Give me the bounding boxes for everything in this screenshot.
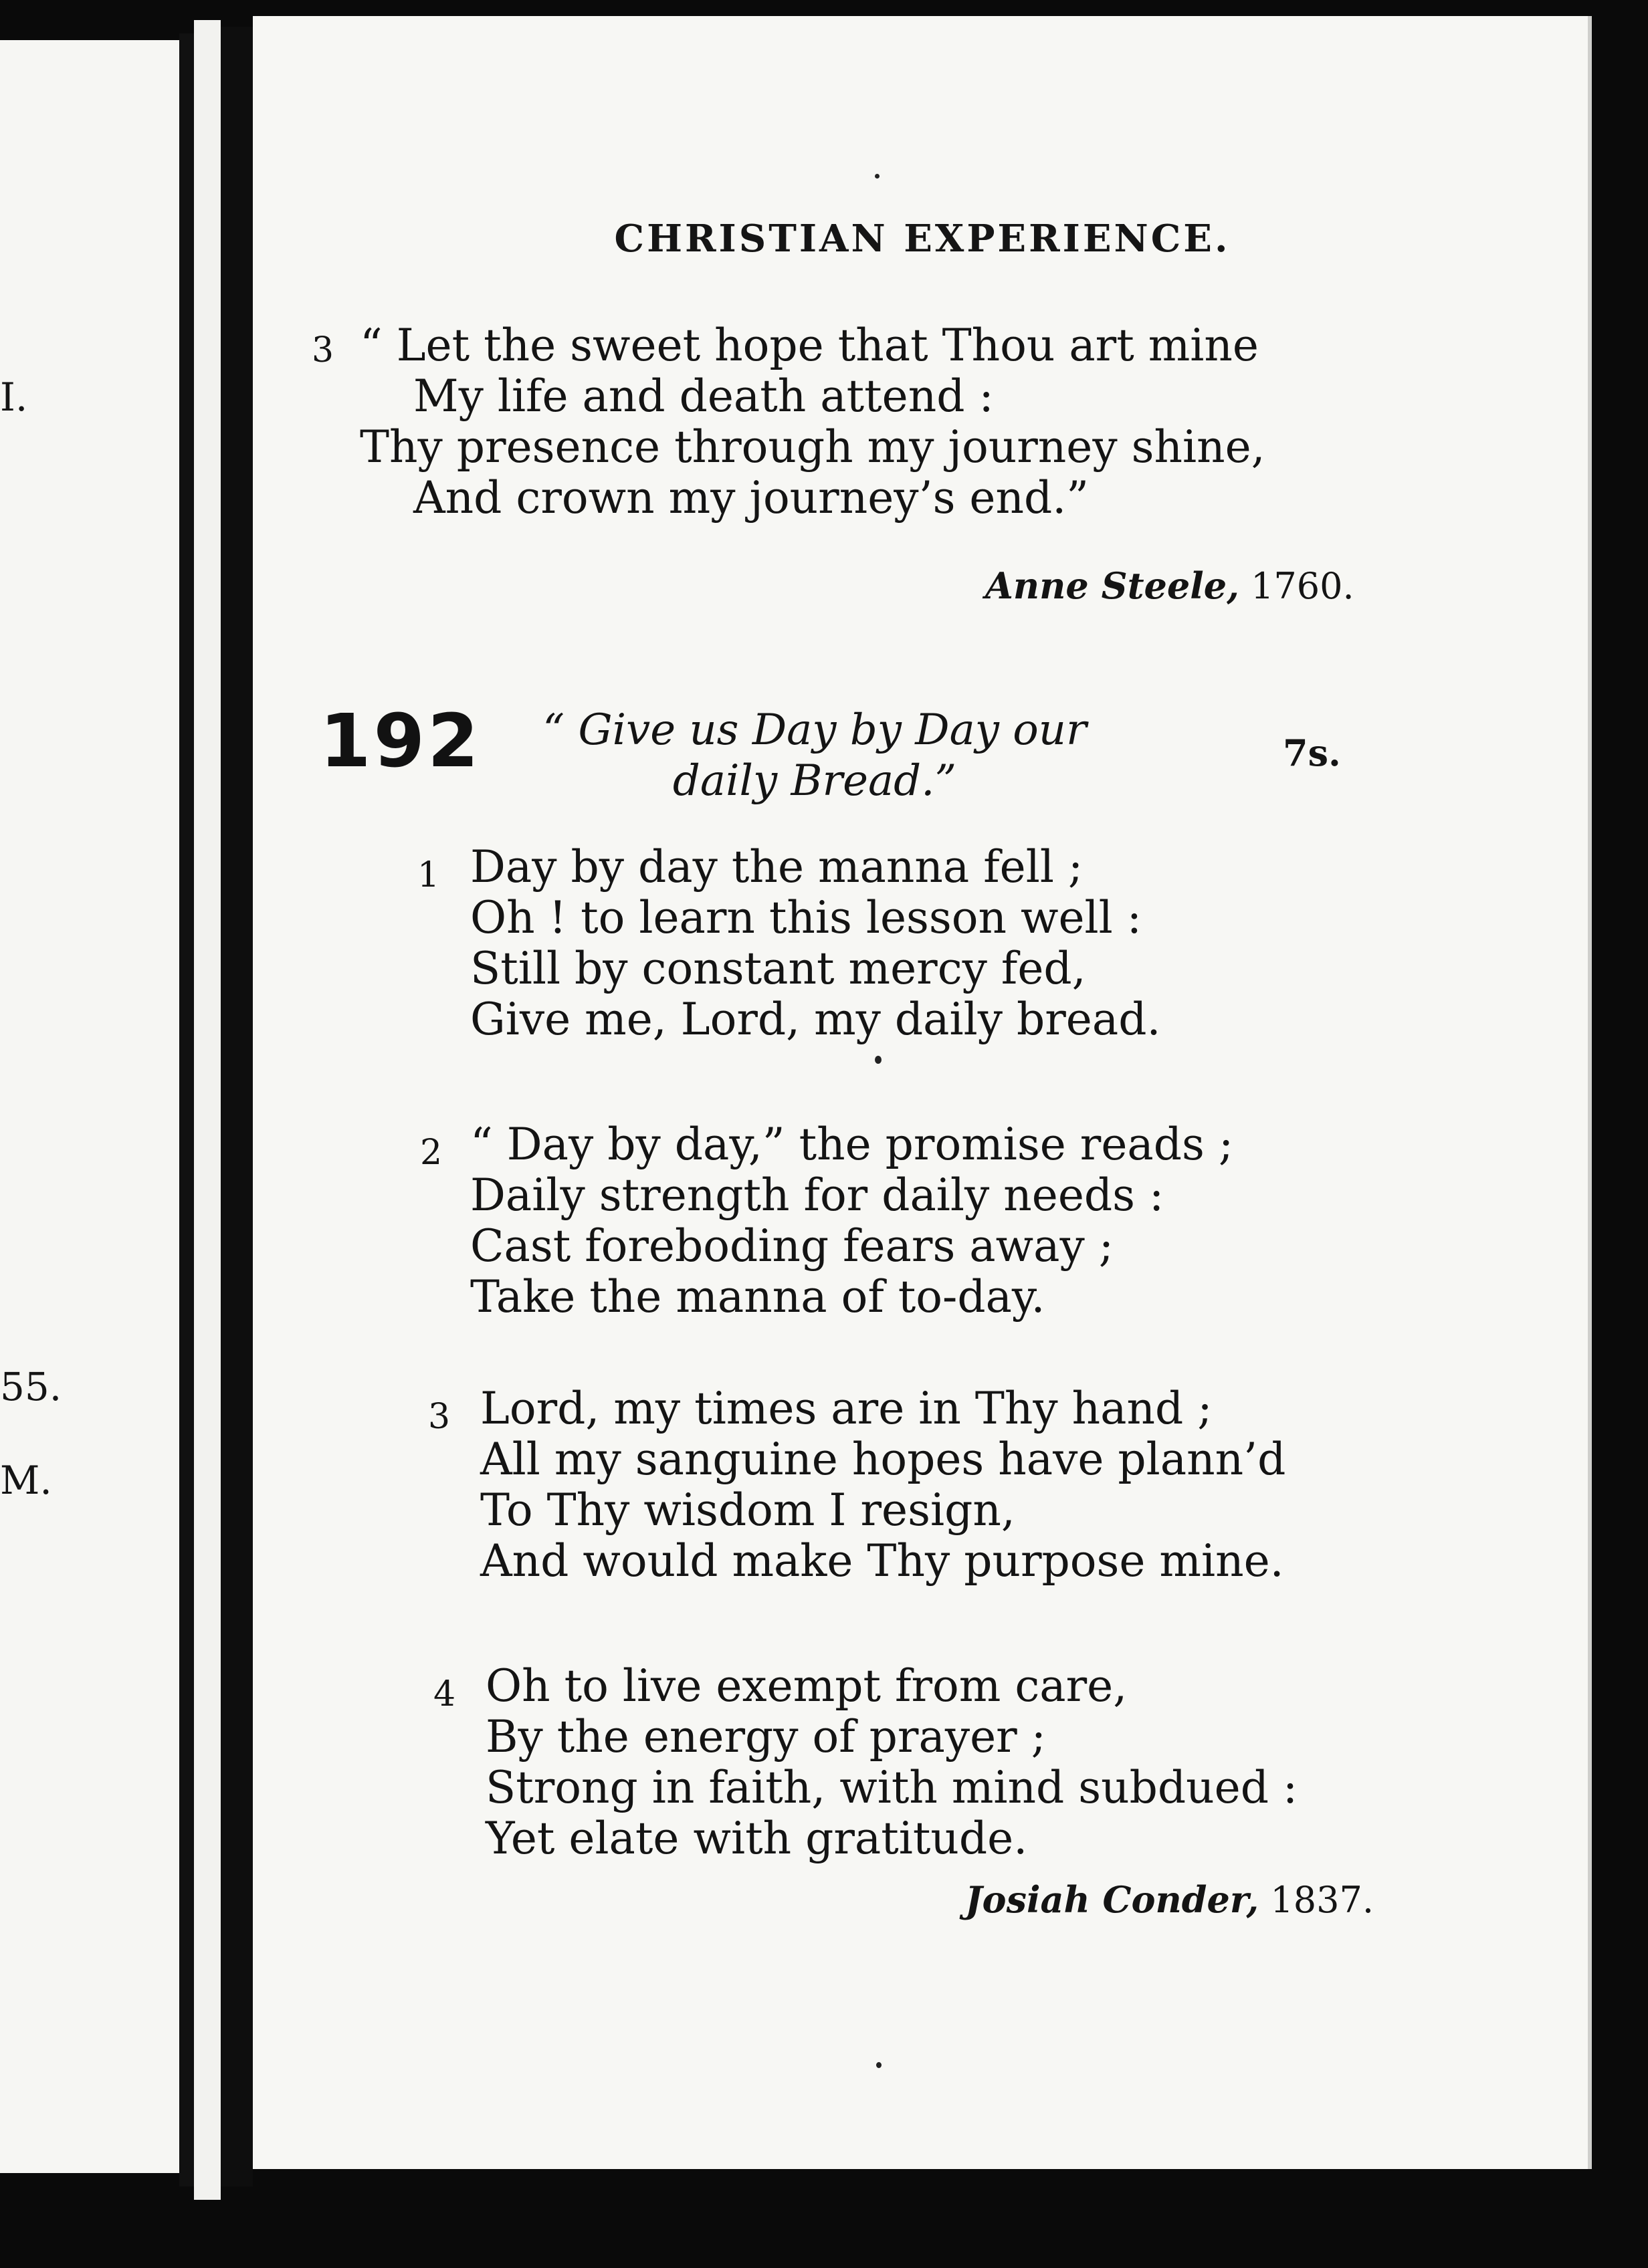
verse-line: “ Day by day,” the promise reads ; — [470, 1119, 1234, 1170]
verse-line: Daily strength for daily needs : — [470, 1169, 1164, 1221]
hymn-meter: 7s. — [1283, 731, 1341, 774]
verse-number: 1 — [417, 855, 440, 895]
verse-line: All my sanguine hopes have plann’d — [480, 1434, 1286, 1485]
verse-line: Oh to live exempt from care, — [486, 1660, 1128, 1712]
ink-speck — [876, 2062, 882, 2068]
verse-line: My life and death attend : — [413, 370, 994, 422]
gutter — [194, 20, 221, 2200]
verse-line: Day by day the manna fell ; — [470, 841, 1084, 893]
verse-number: 3 — [428, 1397, 451, 1437]
hymn-attribution — [965, 1878, 1374, 1921]
verse-line: And crown my journey’s end.” — [413, 472, 1089, 524]
hymn-title-line: daily Bread.” — [672, 756, 957, 806]
verse-line: Oh ! to learn this lesson well : — [470, 892, 1142, 943]
ink-speck — [875, 174, 880, 179]
verse-line: To Thy wisdom I resign, — [480, 1484, 1015, 1536]
hymn-title-line: “ Give us Day by Day our — [542, 705, 1087, 755]
year: 1760. — [1251, 565, 1354, 607]
previous-hymn-attribution — [985, 564, 1354, 607]
verse-line: Yet elate with gratitude. — [486, 1813, 1028, 1864]
verse-line: And would make Thy purpose mine. — [480, 1535, 1284, 1587]
verse-line: Lord, my times are in Thy hand ; — [480, 1383, 1213, 1434]
verse-number: 4 — [433, 1674, 456, 1714]
verse-lines — [486, 1661, 1298, 1864]
verse-number: 2 — [420, 1133, 443, 1173]
verse-number: 3 — [312, 330, 334, 370]
ink-speck — [875, 1056, 882, 1064]
verse-line: Strong in faith, with mind subdued : — [486, 1762, 1298, 1813]
verse-lines — [360, 320, 1265, 524]
verse-lines — [470, 842, 1160, 1045]
hymn-number: 192 — [320, 698, 482, 784]
left-page-fragment: 55. — [0, 1364, 62, 1409]
verse-line: Thy presence through my journey shine, — [360, 421, 1265, 473]
verse-lines — [470, 1119, 1233, 1323]
hymn-title — [520, 705, 1109, 806]
left-page-fragment: I. — [0, 374, 28, 420]
author-name: Anne Steele, — [985, 564, 1239, 607]
verse-line: Still by constant mercy fed, — [470, 943, 1086, 994]
verse-line: Cast foreboding fears away ; — [470, 1220, 1114, 1272]
left-page-fragment: M. — [0, 1458, 52, 1503]
running-head: CHRISTIAN EXPERIENCE. — [614, 217, 1231, 261]
verse-line: By the energy of prayer ; — [486, 1711, 1046, 1763]
gutter-shadow — [221, 27, 253, 2186]
author-name: Josiah Conder, — [965, 1878, 1259, 1921]
left-facing-page — [0, 40, 181, 2173]
book-spine — [179, 33, 194, 2186]
verse-line: Give me, Lord, my daily bread. — [470, 994, 1161, 1045]
verse-line: Take the manna of to-day. — [470, 1271, 1045, 1323]
hymnal-page — [253, 16, 1592, 2169]
year: 1837. — [1270, 1879, 1374, 1921]
verse-line: “ Let the sweet hope that Thou art mine — [360, 320, 1259, 371]
verse-lines — [480, 1383, 1285, 1587]
